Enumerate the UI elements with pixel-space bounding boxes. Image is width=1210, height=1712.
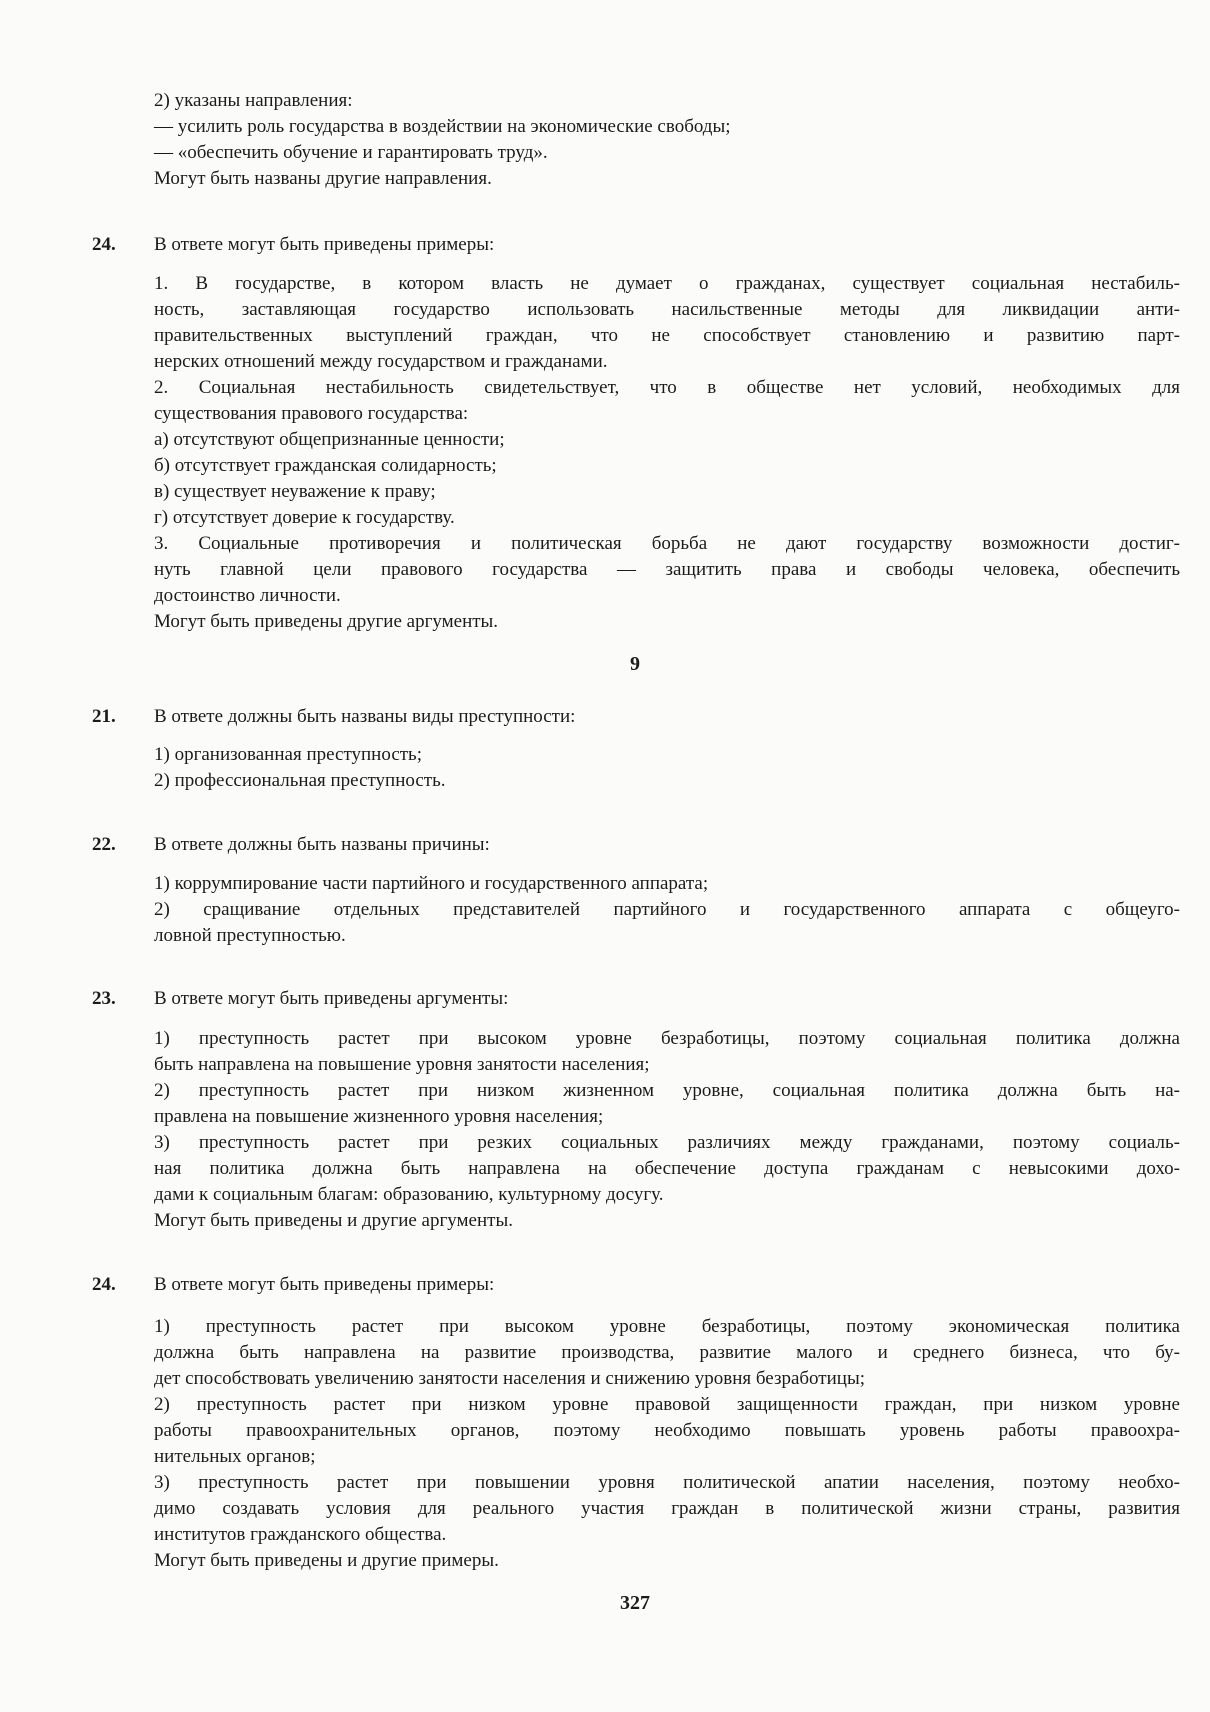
- variant-number: 9: [630, 653, 640, 675]
- answer-line: дами к социальным благам: образованию, культурному досугу.: [154, 1184, 664, 1205]
- answer-line: ная политика должна быть направлена на обеспечение доступа гражданам с невысокими дохо-: [154, 1158, 1180, 1179]
- answer-line: 2) профессиональная преступность.: [154, 770, 446, 791]
- answer-line: 3. Социальные противоречия и политическая борьба не дают государству возможности достиг-: [154, 533, 1180, 554]
- question-number: 23.: [92, 988, 116, 1009]
- page-number: 327: [620, 1592, 650, 1614]
- answer-line: институтов гражданского общества.: [154, 1524, 447, 1545]
- question-intro: В ответе могут быть приведены аргументы:: [154, 988, 509, 1009]
- text-line: Могут быть названы другие направления.: [154, 168, 492, 189]
- text-line: — усилить роль государства в воздействии на экономические свободы;: [154, 116, 731, 137]
- answer-line: ловной преступностью.: [154, 925, 346, 946]
- answer-line: 1) преступность растет при высоком уровне безработицы, поэтому экономическая политика: [154, 1316, 1180, 1337]
- answer-line: в) существует неуважение к праву;: [154, 481, 436, 502]
- answer-line: правительственных выступлений граждан, что не способствует становлению и развитию парт-: [154, 325, 1180, 346]
- answer-line: б) отсутствует гражданская солидарность;: [154, 455, 497, 476]
- answer-line: быть направлена на повышение уровня занятости населения;: [154, 1054, 650, 1075]
- answer-line: 2) сращивание отдельных представителей партийного и государственного аппарата с общеуго-: [154, 899, 1180, 920]
- answer-line: работы правоохранительных органов, поэтому необходимо повышать уровень работы правоохра-: [154, 1420, 1180, 1441]
- question-intro: В ответе должны быть названы виды преступности:: [154, 706, 576, 727]
- answer-line: правлена на повышение жизненного уровня населения;: [154, 1106, 604, 1127]
- answer-line: 1) преступность растет при высоком уровне безработицы, поэтому социальная политика должна: [154, 1028, 1180, 1049]
- question-intro: В ответе должны быть названы причины:: [154, 834, 490, 855]
- answer-line: должна быть направлена на развитие производства, развитие малого и среднего бизнеса, что бу-: [154, 1342, 1180, 1363]
- answer-line: 1) организованная преступность;: [154, 744, 422, 765]
- answer-line: 3) преступность растет при повышении уровня политической апатии населения, поэтому необхо-: [154, 1472, 1180, 1493]
- answer-line: нительных органов;: [154, 1446, 316, 1467]
- answer-line: 2) преступность растет при низком уровне правовой защищенности граждан, при низком уровне: [154, 1394, 1180, 1415]
- answer-line: 2) преступность растет при низком жизненном уровне, социальная политика должна быть на-: [154, 1080, 1180, 1101]
- answer-line: существования правового государства:: [154, 403, 469, 424]
- text-line: — «обеспечить обучение и гарантировать труд».: [154, 142, 548, 163]
- question-number: 21.: [92, 706, 116, 727]
- text-line: 2) указаны направления:: [154, 90, 353, 111]
- answer-line: ность, заставляющая государство использовать насильственные методы для ликвидации анти-: [154, 299, 1180, 320]
- answer-line: Могут быть приведены и другие примеры.: [154, 1550, 499, 1571]
- answer-line: 3) преступность растет при резких социальных различиях между гражданами, поэтому социаль-: [154, 1132, 1180, 1153]
- answer-line: нуть главной цели правового государства — защитить права и свободы человека, обеспечить: [154, 559, 1180, 580]
- answer-line: димо создавать условия для реального участия граждан в политической жизни страны, развития: [154, 1498, 1180, 1519]
- answer-line: а) отсутствуют общепризнанные ценности;: [154, 429, 505, 450]
- answer-line: 1) коррумпирование части партийного и государственного аппарата;: [154, 873, 709, 894]
- question-number: 22.: [92, 834, 116, 855]
- answer-line: дет способствовать увеличению занятости населения и снижению уровня безработицы;: [154, 1368, 865, 1389]
- question-intro: В ответе могут быть приведены примеры:: [154, 234, 495, 255]
- answer-line: 1. В государстве, в котором власть не думает о гражданах, существует социальная нестабиль-: [154, 273, 1180, 294]
- answer-line: 2. Социальная нестабильность свидетельствует, что в обществе нет условий, необходимых для: [154, 377, 1180, 398]
- question-number: 24.: [92, 234, 116, 255]
- answer-line: г) отсутствует доверие к государству.: [154, 507, 455, 528]
- answer-line: достоинство личности.: [154, 585, 341, 606]
- question-intro: В ответе могут быть приведены примеры:: [154, 1274, 495, 1295]
- answer-line: Могут быть приведены и другие аргументы.: [154, 1210, 513, 1231]
- question-number: 24.: [92, 1274, 116, 1295]
- answer-line: нерских отношений между государством и гражданами.: [154, 351, 608, 372]
- answer-line: Могут быть приведены другие аргументы.: [154, 611, 499, 632]
